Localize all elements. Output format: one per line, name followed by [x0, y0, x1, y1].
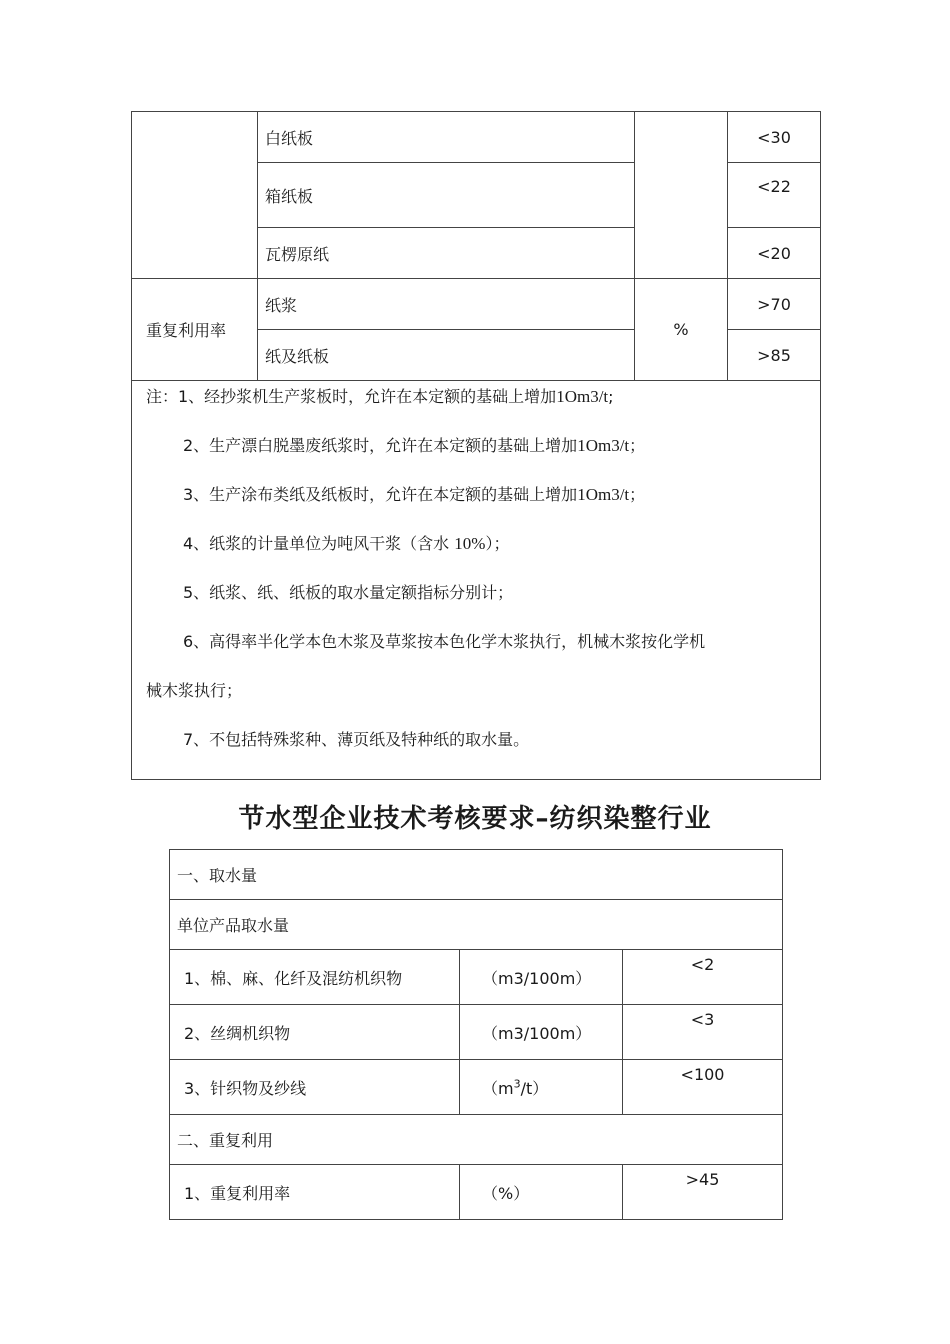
item-cell: 纸浆 [258, 279, 635, 330]
table-row [170, 1060, 783, 1115]
table-row [170, 900, 783, 950]
item-cell: 1、重复利用率 [170, 1165, 460, 1220]
value-cell: >70 [728, 279, 821, 330]
value-cell: <2 [623, 950, 783, 1005]
section-title: 二、重复利用 [170, 1115, 783, 1165]
table-row [170, 1115, 783, 1165]
item-cell: 1、棉、麻、化纤及混纺机织物 [170, 950, 460, 1005]
item-cell: 白纸板 [258, 112, 635, 163]
value-cell: >45 [623, 1165, 783, 1220]
note-1: 注：1、经抄浆机生产浆板时，允许在本定额的基础上增加1Om3/t; [146, 387, 614, 406]
item-cell: 纸及纸板 [258, 330, 635, 381]
note-3: 3、生产涂布类纸及纸板时，允许在本定额的基础上增加1Om3/t； [183, 485, 646, 504]
note-2: 2、生产漂白脱墨废纸浆时，允许在本定额的基础上增加1Om3/t； [183, 436, 646, 455]
note-4: 4、纸浆的计量单位为吨风干浆（含水 10%）； [183, 534, 510, 553]
category-cell: 重复利用率 [132, 279, 258, 381]
subsection-title: 单位产品取水量 [170, 900, 783, 950]
textile-requirements-table [169, 849, 783, 1220]
table-row [170, 850, 783, 900]
table-row [132, 279, 821, 330]
paper-quota-table [131, 111, 821, 780]
table-row [132, 112, 821, 163]
item-cell: 箱纸板 [258, 163, 635, 228]
item-cell: 2、丝绸机织物 [170, 1005, 460, 1060]
table-row [170, 1005, 783, 1060]
section-title: 一、取水量 [170, 850, 783, 900]
note-6-cont: 械木浆执行； [146, 681, 243, 700]
value-cell: <22 [728, 163, 821, 228]
notes-row [132, 381, 821, 780]
item-cell: 瓦楞原纸 [258, 228, 635, 279]
note-6: 6、高得率半化学本色木浆及草浆按本色化学木浆执行，机械木浆按化学机 [183, 632, 706, 651]
unit-cell: （%） [460, 1165, 623, 1220]
unit-cell-empty [635, 112, 728, 279]
unit-cell: % [635, 279, 728, 381]
value-cell: >85 [728, 330, 821, 381]
value-cell: <100 [623, 1060, 783, 1115]
value-cell: <20 [728, 228, 821, 279]
note-7: 7、不包括特殊浆种、薄页纸及特种纸的取水量。 [183, 730, 530, 749]
unit-cell: $(m^3/t)$ [460, 1060, 623, 1115]
value-cell: <30 [728, 112, 821, 163]
notes-cell [132, 381, 821, 780]
item-cell: 3、针织物及纱线 [170, 1060, 460, 1115]
unit-cell: （m3/100m） [460, 1005, 623, 1060]
table-row [170, 950, 783, 1005]
value-cell: <3 [623, 1005, 783, 1060]
unit-cell: （m3/100m） [460, 950, 623, 1005]
category-cell-empty [132, 112, 258, 279]
table-row [170, 1165, 783, 1220]
section-heading: 节水型企业技术考核要求–纺织染整行业 [238, 804, 712, 834]
note-5: 5、纸浆、纸、纸板的取水量定额指标分别计； [183, 583, 514, 602]
